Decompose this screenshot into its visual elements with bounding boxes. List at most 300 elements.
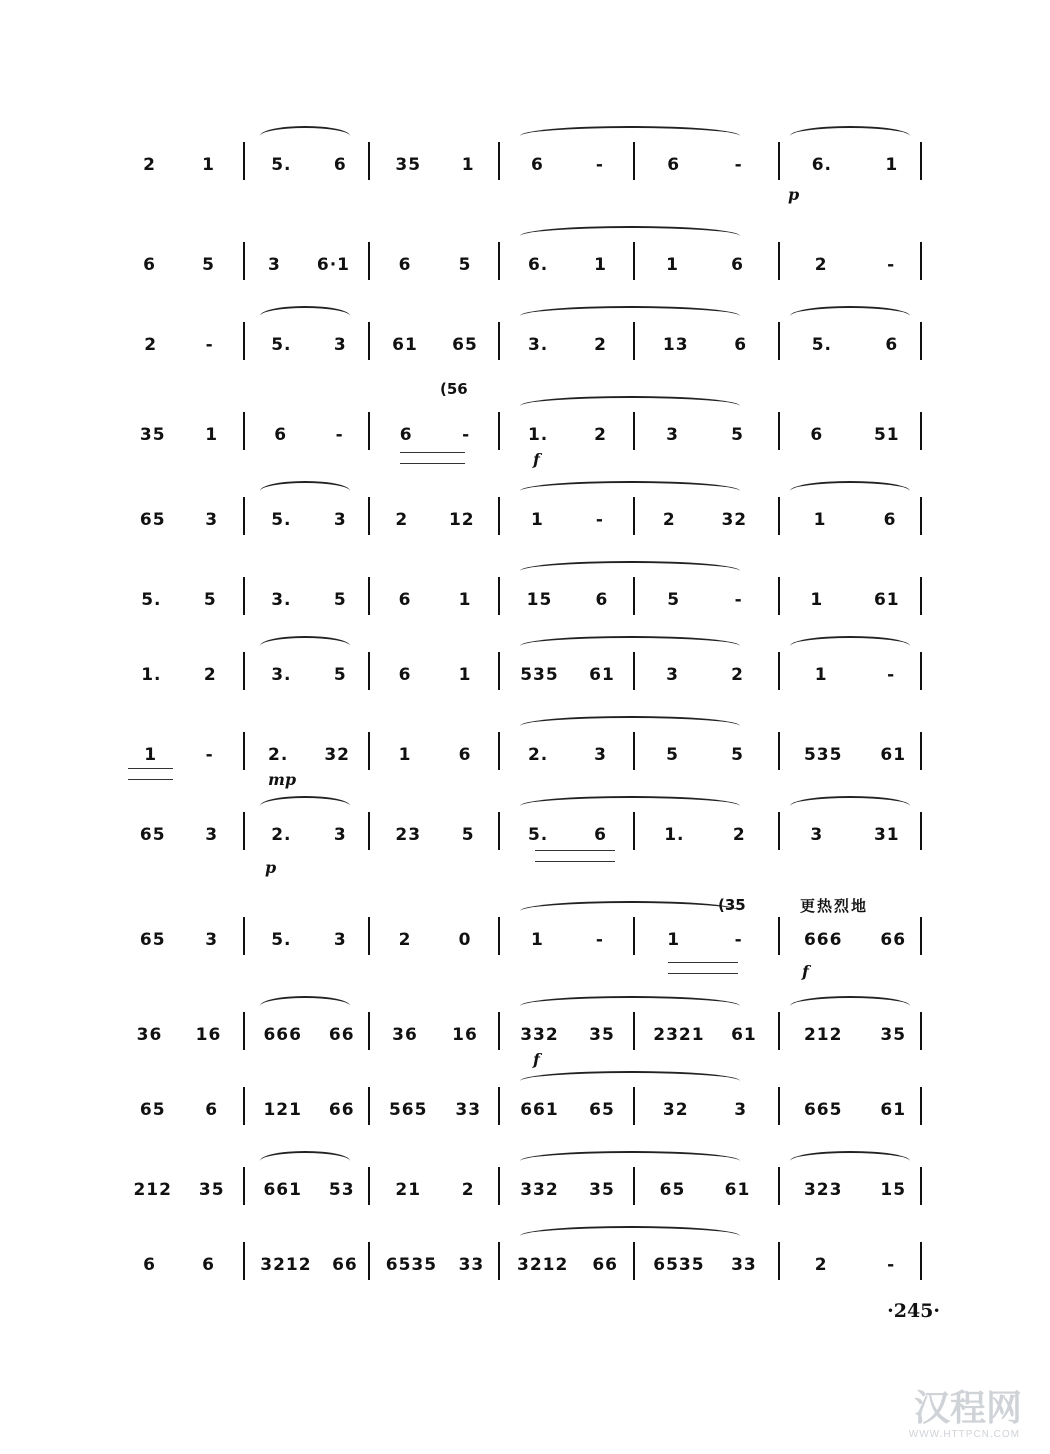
barline	[498, 142, 500, 180]
hairpin	[535, 850, 615, 862]
barline-end	[920, 917, 922, 955]
note-group: 2321	[653, 1025, 705, 1045]
note-group: 1	[531, 510, 544, 530]
note-group: 1	[144, 745, 158, 765]
barline	[778, 577, 780, 615]
note-group: 6	[143, 1255, 156, 1275]
barline-end	[920, 732, 922, 770]
note-group: 66	[332, 1255, 358, 1275]
barline-end	[920, 652, 922, 690]
note-group: 1	[458, 590, 472, 610]
measure	[375, 800, 495, 870]
measure	[120, 1155, 238, 1225]
tempo-marking: 更热烈地	[800, 897, 869, 915]
note-group: 6·1	[316, 255, 350, 275]
note-group: 61	[392, 335, 418, 355]
barline	[498, 322, 500, 360]
barline	[778, 412, 780, 450]
measure	[375, 310, 495, 380]
note-group: 65	[139, 1100, 166, 1120]
note-group: 3	[810, 825, 824, 845]
note-group: 35	[589, 1025, 615, 1045]
note-group: 6	[143, 255, 156, 275]
note-group: 1.	[141, 665, 162, 685]
slur	[260, 636, 350, 656]
barline	[243, 1012, 245, 1050]
barline-end	[920, 497, 922, 535]
note-group: 3	[594, 745, 608, 765]
barline-end	[920, 577, 922, 615]
slur	[520, 716, 740, 736]
barline	[498, 242, 500, 280]
note-group: 32	[324, 745, 350, 765]
note-group: -	[335, 425, 344, 445]
slur	[790, 1151, 910, 1171]
barline	[243, 1087, 245, 1125]
dynamic-marking: mp	[268, 770, 297, 789]
note-group: 3	[333, 510, 347, 530]
note-group: 6	[333, 155, 347, 175]
note-group: 2	[143, 155, 156, 175]
note-group: 36	[136, 1025, 163, 1045]
barline	[243, 412, 245, 450]
note-group: 2	[814, 1255, 828, 1275]
barline	[498, 812, 500, 850]
note-group: 3	[205, 930, 219, 950]
barline-end	[920, 1242, 922, 1280]
note-group: 5.	[527, 825, 549, 845]
barline	[633, 242, 635, 280]
note-group: 6	[205, 1100, 219, 1120]
measure	[375, 720, 495, 790]
note-group: 65	[139, 930, 166, 950]
barline	[368, 412, 370, 450]
measure	[250, 1230, 368, 1300]
slur	[260, 796, 350, 816]
barline	[633, 1242, 635, 1280]
note-group: 53	[328, 1180, 355, 1200]
note-group: 6	[594, 825, 608, 845]
note-group: 3	[333, 825, 347, 845]
note-group: 565	[388, 1100, 428, 1120]
measure	[120, 905, 238, 975]
note-group: 1	[205, 425, 219, 445]
measure	[375, 230, 495, 300]
note-group: 66	[592, 1255, 618, 1275]
barline	[778, 322, 780, 360]
slur	[260, 996, 350, 1016]
measure	[375, 640, 495, 710]
barline-end	[920, 1012, 922, 1050]
note-group: 65	[452, 335, 478, 355]
note-group: 1	[667, 930, 681, 950]
note-group: 61	[731, 1025, 757, 1045]
note-group: 3.	[527, 335, 549, 355]
barline	[633, 1087, 635, 1125]
dynamic-marking: p	[265, 858, 277, 877]
barline	[633, 322, 635, 360]
note-group: -	[205, 335, 214, 355]
measure	[120, 310, 238, 380]
barline	[633, 412, 635, 450]
barline	[243, 652, 245, 690]
measure	[250, 1075, 368, 1145]
barline	[778, 142, 780, 180]
note-group: 0	[458, 930, 472, 950]
note-group: 5	[458, 255, 472, 275]
score-row	[120, 1155, 930, 1225]
barline	[778, 812, 780, 850]
note-group: 61	[880, 1100, 907, 1120]
note-group: 33	[731, 1255, 757, 1275]
barline	[368, 577, 370, 615]
score-row	[120, 565, 930, 635]
note-group: 6	[883, 510, 897, 530]
note-group: 6	[399, 425, 413, 445]
barline	[633, 577, 635, 615]
note-group: 15	[880, 1180, 907, 1200]
note-group: 5	[333, 665, 347, 685]
note-group: 6.	[527, 255, 549, 275]
slur	[520, 226, 740, 246]
slur	[790, 996, 910, 1016]
note-group: 1.	[527, 425, 549, 445]
barline	[498, 1087, 500, 1125]
barline-end	[920, 1167, 922, 1205]
note-group: 6	[398, 255, 412, 275]
measure	[120, 485, 238, 555]
measure	[375, 1230, 495, 1300]
barline-end	[920, 242, 922, 280]
barline	[778, 497, 780, 535]
note-group: 6	[274, 425, 288, 445]
note-group: 2	[594, 425, 608, 445]
parenthetical-notes: (35	[718, 896, 746, 914]
note-group: 2	[203, 665, 217, 685]
note-group: 535	[520, 665, 559, 685]
note-group: 5	[731, 745, 744, 765]
slur	[260, 1151, 350, 1171]
slur	[790, 481, 910, 501]
note-group: 33	[458, 1255, 485, 1275]
dynamic-marking: f	[802, 962, 809, 981]
note-group: 2	[144, 335, 158, 355]
dynamic-marking: f	[533, 450, 540, 469]
watermark	[850, 1372, 1030, 1442]
slur	[520, 1071, 740, 1091]
note-group: 61	[724, 1180, 751, 1200]
slur	[520, 481, 740, 501]
barline	[368, 142, 370, 180]
note-group: 1	[202, 155, 215, 175]
note-group: 6535	[653, 1255, 705, 1275]
score-row	[120, 485, 930, 555]
note-group: 1.	[664, 825, 685, 845]
note-group: 3.	[271, 590, 292, 610]
measure	[375, 1000, 495, 1070]
note-group: 12	[448, 510, 475, 530]
note-group: 3	[205, 510, 219, 530]
slur	[790, 126, 910, 146]
barline	[243, 1242, 245, 1280]
barline	[498, 497, 500, 535]
barline	[498, 412, 500, 450]
note-group: 1	[666, 255, 679, 275]
measure	[375, 485, 495, 555]
barline-end	[920, 322, 922, 360]
note-group: 32	[721, 510, 748, 530]
measure	[785, 400, 925, 470]
note-group: 65	[589, 1100, 615, 1120]
note-group: -	[734, 155, 743, 175]
note-group: 3	[734, 1100, 748, 1120]
note-group: 32	[662, 1100, 689, 1120]
slur	[520, 1151, 740, 1171]
measure	[785, 1230, 925, 1300]
note-group: 1	[531, 930, 544, 950]
note-group: 5	[731, 425, 744, 445]
note-group: 5	[202, 255, 215, 275]
score-row	[120, 720, 930, 790]
note-group: 3212	[260, 1255, 312, 1275]
barline	[633, 1012, 635, 1050]
score-row	[120, 230, 930, 300]
note-group: 35	[139, 425, 166, 445]
barline	[368, 1242, 370, 1280]
note-group: 6	[398, 590, 412, 610]
slur	[520, 561, 740, 581]
note-group: 61	[873, 590, 900, 610]
note-group: 1	[461, 155, 475, 175]
note-group: 2.	[527, 745, 549, 765]
note-group: 35	[880, 1025, 907, 1045]
note-group: 3	[666, 665, 679, 685]
note-group: -	[205, 745, 214, 765]
measure	[375, 1075, 495, 1145]
measure	[120, 1230, 238, 1300]
barline	[243, 1167, 245, 1205]
hairpin	[400, 452, 465, 464]
barline	[778, 1242, 780, 1280]
note-group: 5.	[141, 590, 162, 610]
note-group: 5.	[271, 930, 292, 950]
note-group: 3212	[517, 1255, 569, 1275]
barline	[633, 917, 635, 955]
note-group: 6.	[811, 155, 832, 175]
note-group: 65	[139, 825, 166, 845]
note-group: 16	[452, 1025, 478, 1045]
note-group: 3	[333, 335, 347, 355]
note-group: 6	[731, 255, 744, 275]
barline	[633, 142, 635, 180]
barline	[498, 917, 500, 955]
measure	[375, 130, 495, 200]
note-group: 61	[880, 745, 907, 765]
note-group: 3	[268, 255, 281, 275]
score-row	[120, 1000, 930, 1070]
measure	[785, 565, 925, 635]
note-group: 212	[133, 1180, 172, 1200]
note-group: 1	[885, 155, 899, 175]
measure	[250, 565, 368, 635]
note-group: 5.	[811, 335, 832, 355]
barline	[778, 1087, 780, 1125]
barline	[633, 1167, 635, 1205]
barline	[368, 652, 370, 690]
barline	[498, 1012, 500, 1050]
note-group: 6	[398, 665, 412, 685]
measure	[120, 230, 238, 300]
barline-end	[920, 812, 922, 850]
page-number: ·245·	[887, 1300, 940, 1322]
note-group: 36	[392, 1025, 418, 1045]
note-group: 21	[395, 1180, 422, 1200]
note-group: 6535	[385, 1255, 438, 1275]
measure	[120, 640, 238, 710]
measure	[120, 565, 238, 635]
note-group: -	[734, 590, 743, 610]
watermark-text: 汉程网	[913, 1388, 1022, 1429]
note-group: 65	[139, 510, 166, 530]
slur	[520, 796, 740, 816]
note-group: 5	[203, 590, 217, 610]
measure	[120, 130, 238, 200]
measure	[250, 230, 368, 300]
note-group: 31	[873, 825, 900, 845]
note-group: 66	[328, 1025, 355, 1045]
note-group: 5.	[271, 335, 292, 355]
barline	[368, 1012, 370, 1050]
note-group: -	[595, 155, 604, 175]
note-group: 661	[263, 1180, 302, 1200]
note-group: 5	[461, 825, 475, 845]
note-group: 2	[731, 665, 744, 685]
barline	[778, 1012, 780, 1050]
barline-end	[920, 1087, 922, 1125]
slur	[260, 126, 350, 146]
note-group: 51	[873, 425, 900, 445]
barline	[633, 497, 635, 535]
dynamic-marking: p	[788, 185, 800, 204]
score-row	[120, 130, 930, 200]
note-group: 666	[263, 1025, 302, 1045]
note-group: 35	[198, 1180, 225, 1200]
measure	[120, 400, 238, 470]
barline	[778, 242, 780, 280]
watermark-url: WWW.HTTPCN.COM	[908, 1429, 1020, 1440]
barline	[368, 732, 370, 770]
slur	[790, 796, 910, 816]
note-group: 6	[667, 155, 681, 175]
measure	[375, 905, 495, 975]
hairpin	[668, 962, 738, 974]
note-group: 6	[595, 590, 609, 610]
barline	[368, 242, 370, 280]
note-group: -	[887, 665, 896, 685]
barline	[243, 242, 245, 280]
note-group: 66	[880, 930, 907, 950]
note-group: 535	[803, 745, 843, 765]
barline	[633, 812, 635, 850]
note-group: 2	[662, 510, 676, 530]
note-group: 6	[810, 425, 824, 445]
note-group: 1	[814, 665, 828, 685]
barline	[778, 917, 780, 955]
note-group: 332	[520, 1180, 559, 1200]
note-group: 2	[398, 930, 412, 950]
slur	[520, 901, 740, 921]
note-group: -	[887, 1255, 896, 1275]
measure	[120, 800, 238, 870]
note-group: -	[734, 930, 743, 950]
slur	[520, 306, 740, 326]
note-group: 65	[659, 1180, 686, 1200]
measure	[120, 1075, 238, 1145]
note-group: 35	[395, 155, 422, 175]
barline	[633, 652, 635, 690]
barline	[243, 577, 245, 615]
note-group: 1	[594, 255, 608, 275]
slur	[520, 636, 740, 656]
note-group: 15	[526, 590, 553, 610]
note-group: -	[595, 930, 604, 950]
dynamic-marking: f	[533, 1050, 540, 1069]
barline	[243, 917, 245, 955]
note-group: 6	[458, 745, 472, 765]
note-group: 1	[398, 745, 412, 765]
barline	[368, 497, 370, 535]
note-group: 5	[667, 590, 681, 610]
note-group: 2	[461, 1180, 475, 1200]
barline	[243, 812, 245, 850]
note-group: 16	[195, 1025, 222, 1045]
score-row	[120, 1230, 930, 1300]
barline	[368, 1167, 370, 1205]
slur	[520, 996, 740, 1016]
note-group: 1	[810, 590, 824, 610]
parenthetical-notes: (56	[440, 380, 468, 398]
note-group: 332	[520, 1025, 559, 1045]
score-row	[120, 400, 930, 470]
note-group: 3	[666, 425, 679, 445]
measure	[250, 905, 368, 975]
note-group: -	[462, 425, 471, 445]
note-group: 323	[803, 1180, 843, 1200]
barline	[633, 732, 635, 770]
barline	[243, 732, 245, 770]
note-group: 212	[803, 1025, 843, 1045]
barline	[243, 322, 245, 360]
barline	[778, 1167, 780, 1205]
note-group: 6	[885, 335, 899, 355]
note-group: 5	[666, 745, 679, 765]
hairpin	[128, 768, 173, 780]
note-group: 5.	[271, 510, 292, 530]
slur	[520, 1226, 740, 1246]
score-row	[120, 310, 930, 380]
barline	[498, 1167, 500, 1205]
note-group: 3	[205, 825, 219, 845]
measure	[250, 400, 368, 470]
note-group: 1	[458, 665, 472, 685]
note-group: 35	[589, 1180, 615, 1200]
slur	[790, 636, 910, 656]
measure	[785, 720, 925, 790]
barline	[778, 732, 780, 770]
barline-end	[920, 142, 922, 180]
note-group: -	[887, 255, 896, 275]
note-group: 661	[520, 1100, 559, 1120]
